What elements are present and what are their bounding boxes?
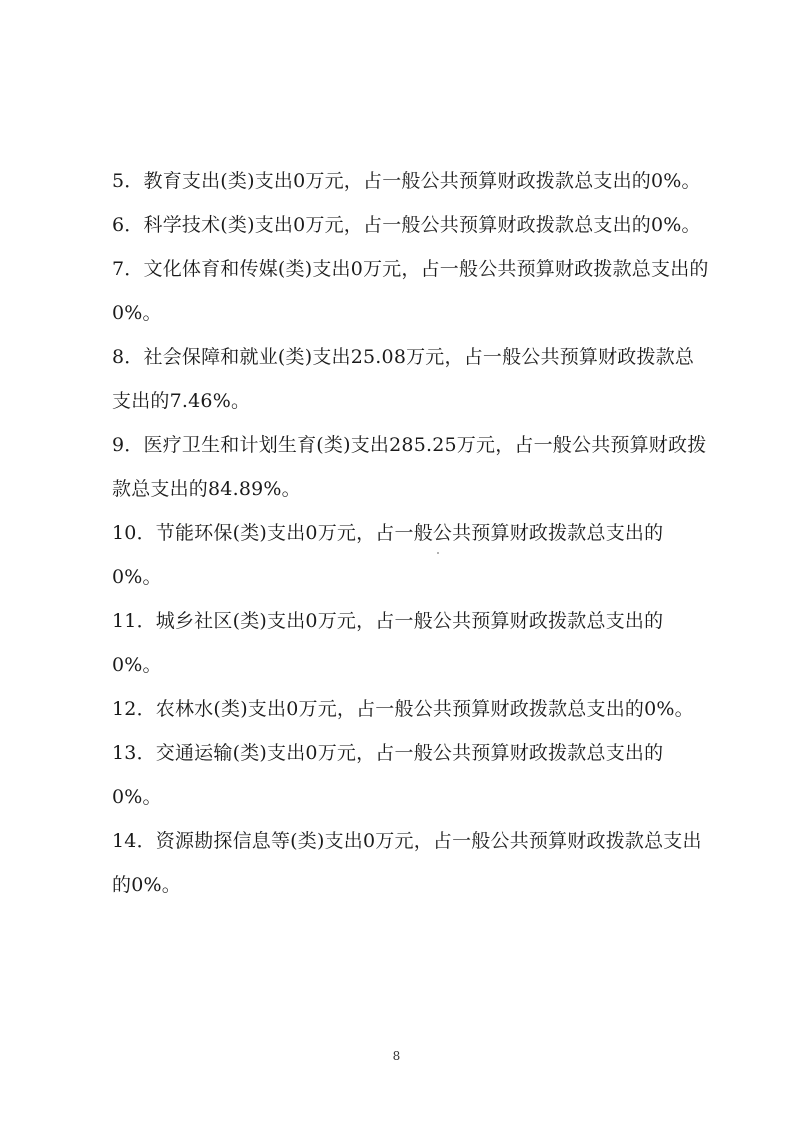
expenditure-list	[112, 159, 712, 907]
paragraph-education: 5．教育支出(类)支出0万元，占一般公共预算财政拨款总支出的0%。	[112, 170, 701, 192]
paragraph-science-technology: 6．科学技术(类)支出0万元，占一般公共预算财政拨款总支出的0%。	[112, 214, 701, 236]
paragraph-energy-environment: 10．节能环保(类)支出0万元，占一般公共预算财政拨款总支出的0%。	[112, 522, 664, 588]
page-number: 8	[392, 1049, 401, 1063]
paragraph-agriculture-forestry-water: 12．农林水(类)支出0万元，占一般公共预算财政拨款总支出的0%。	[112, 698, 694, 720]
paragraph-culture-sports-media: 7．文化体育和传媒(类)支出0万元，占一般公共预算财政拨款总支出的0%。	[112, 258, 709, 324]
scan-speck	[437, 552, 439, 554]
paragraph-transportation: 13．交通运输(类)支出0万元，占一般公共预算财政拨款总支出的0%。	[112, 742, 664, 808]
paragraph-health-family-planning: 9．医疗卫生和计划生育(类)支出285.25万元，占一般公共预算财政拨款总支出的84.89%。	[112, 434, 707, 500]
paragraph-social-security: 8．社会保障和就业(类)支出25.08万元，占一般公共预算财政拨款总支出的7.46%。	[112, 346, 695, 412]
paragraph-resource-exploration: 14．资源勘探信息等(类)支出0万元，占一般公共预算财政拨款总支出的0%。	[112, 830, 702, 896]
paragraph-urban-rural-community: 11．城乡社区(类)支出0万元，占一般公共预算财政拨款总支出的0%。	[112, 610, 664, 676]
